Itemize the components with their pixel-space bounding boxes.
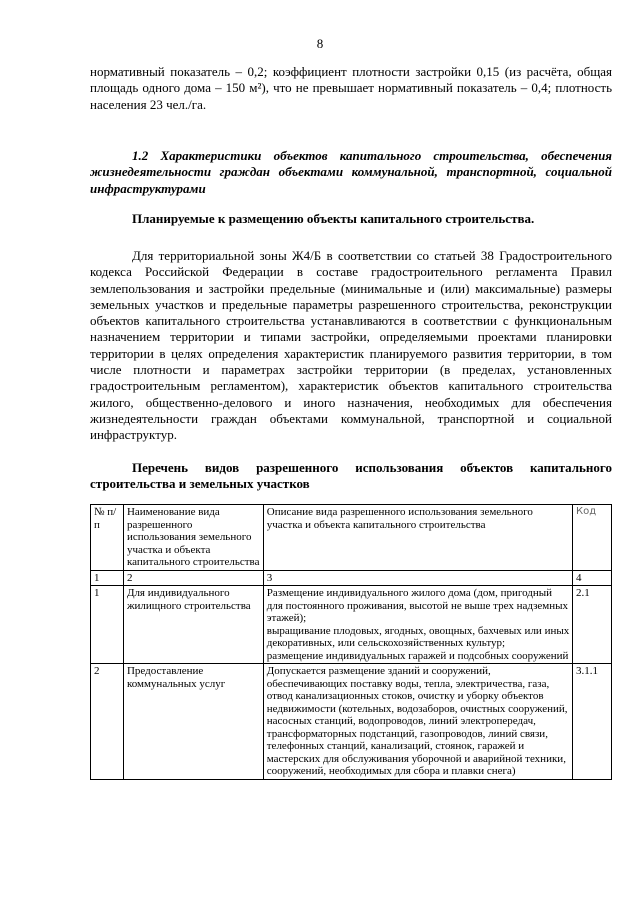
description-line: выращивание плодовых, ягодных, овощных, бахчевых или иных декоративных, или сельскохозяйственных культур; xyxy=(266,624,570,649)
description-line: размещение индивидуальных гаражей и подсобных сооружений xyxy=(266,649,569,662)
table-header-row xyxy=(91,505,612,571)
row-name: Предоставление коммунальных услуг xyxy=(123,664,263,780)
description-line: Допускается размещение зданий и сооружений, обеспечивающих поставку воды, тепла, электричества, газа, отвод канализационных стоков, очистку и уборку объектов недвижимости (котельных, водозаборов, очистных сооружений, насосных станций, водопроводов, линий электропередач, трансформаторных подстанций, газопроводов, линий связи, телефонных станций, канализаций, стоянок, гаражей и мастерских для обслуживания уборочной и аварийной техники, сооружений, необходимых для сбора и плавки снега) xyxy=(266,665,568,777)
row-code: 3.1.1 xyxy=(573,664,612,780)
row-description xyxy=(263,586,572,664)
row-num: 2 xyxy=(91,664,124,780)
intro-paragraph: нормативный показатель – 0,2; коэффициент плотности застройки 0,15 (из расчёта, общая площадь одного дома – 150 м²), что не превышает нормативный показатель – 0,4; плотность населения 23 чел./га. xyxy=(90,64,612,112)
table-row xyxy=(91,586,612,664)
table-row xyxy=(91,664,612,780)
header-num: № п/п xyxy=(91,505,124,571)
column-number: 2 xyxy=(123,570,263,586)
list-heading: Перечень видов разрешенного использования объектов капитального строительства и земельных участков xyxy=(90,460,612,492)
column-number: 4 xyxy=(573,570,612,586)
permitted-uses-table xyxy=(90,504,612,780)
section-heading: 1.2 Характеристики объектов капитального строительства, обеспечения жизнедеятельности граждан объектами коммунальной, транспортной, социальной инфраструктурами xyxy=(90,148,612,196)
description-line: Размещение индивидуального жилого дома (дом, пригодный для постоянного проживания, высотой не выше трех надземных этажей); xyxy=(266,587,569,624)
row-name: Для индивидуального жилищного строительства xyxy=(123,586,263,664)
subheading: Планируемые к размещению объекты капитального строительства. xyxy=(132,211,535,226)
header-name: Наименование вида разрешенного использования земельного участка и объекта капитального строительства xyxy=(123,505,263,571)
column-number: 3 xyxy=(263,570,572,586)
body-paragraph: Для территориальной зоны Ж4/Б в соответствии со статьей 38 Градостроительного кодекса Российской Федерации в составе градостроительного регламента Правил землепользования и застройки предельные (минимальные и (или) максимальные) размеры земельных участков и предельные параметры разрешенного строительства, реконструкции объектов капитального строительства устанавливаются в соответствии с функциональным назначением территории и типами застройки, определяемыми проектами планировки территории в целях определения характеристик планируемого развития территории, в том числе плотности и параметрах застройки территории (в пределах, установленных градостроительным регламентом), характеристик объектов капитального строительства жилого, общественно-делового и иного назначения, необходимых для обеспечения жизнедеятельности граждан объектами коммунальной, транспортной и социальной инфраструктур. xyxy=(90,248,612,443)
row-description xyxy=(263,664,572,780)
row-num: 1 xyxy=(91,586,124,664)
column-number-row xyxy=(91,570,612,586)
row-code: 2.1 xyxy=(573,586,612,664)
column-number: 1 xyxy=(91,570,124,586)
page-number: 8 xyxy=(316,36,324,51)
header-description: Описание вида разрешенного использования земельного участка и объекта капитального строительства xyxy=(263,505,572,571)
header-code: Код xyxy=(573,505,612,571)
